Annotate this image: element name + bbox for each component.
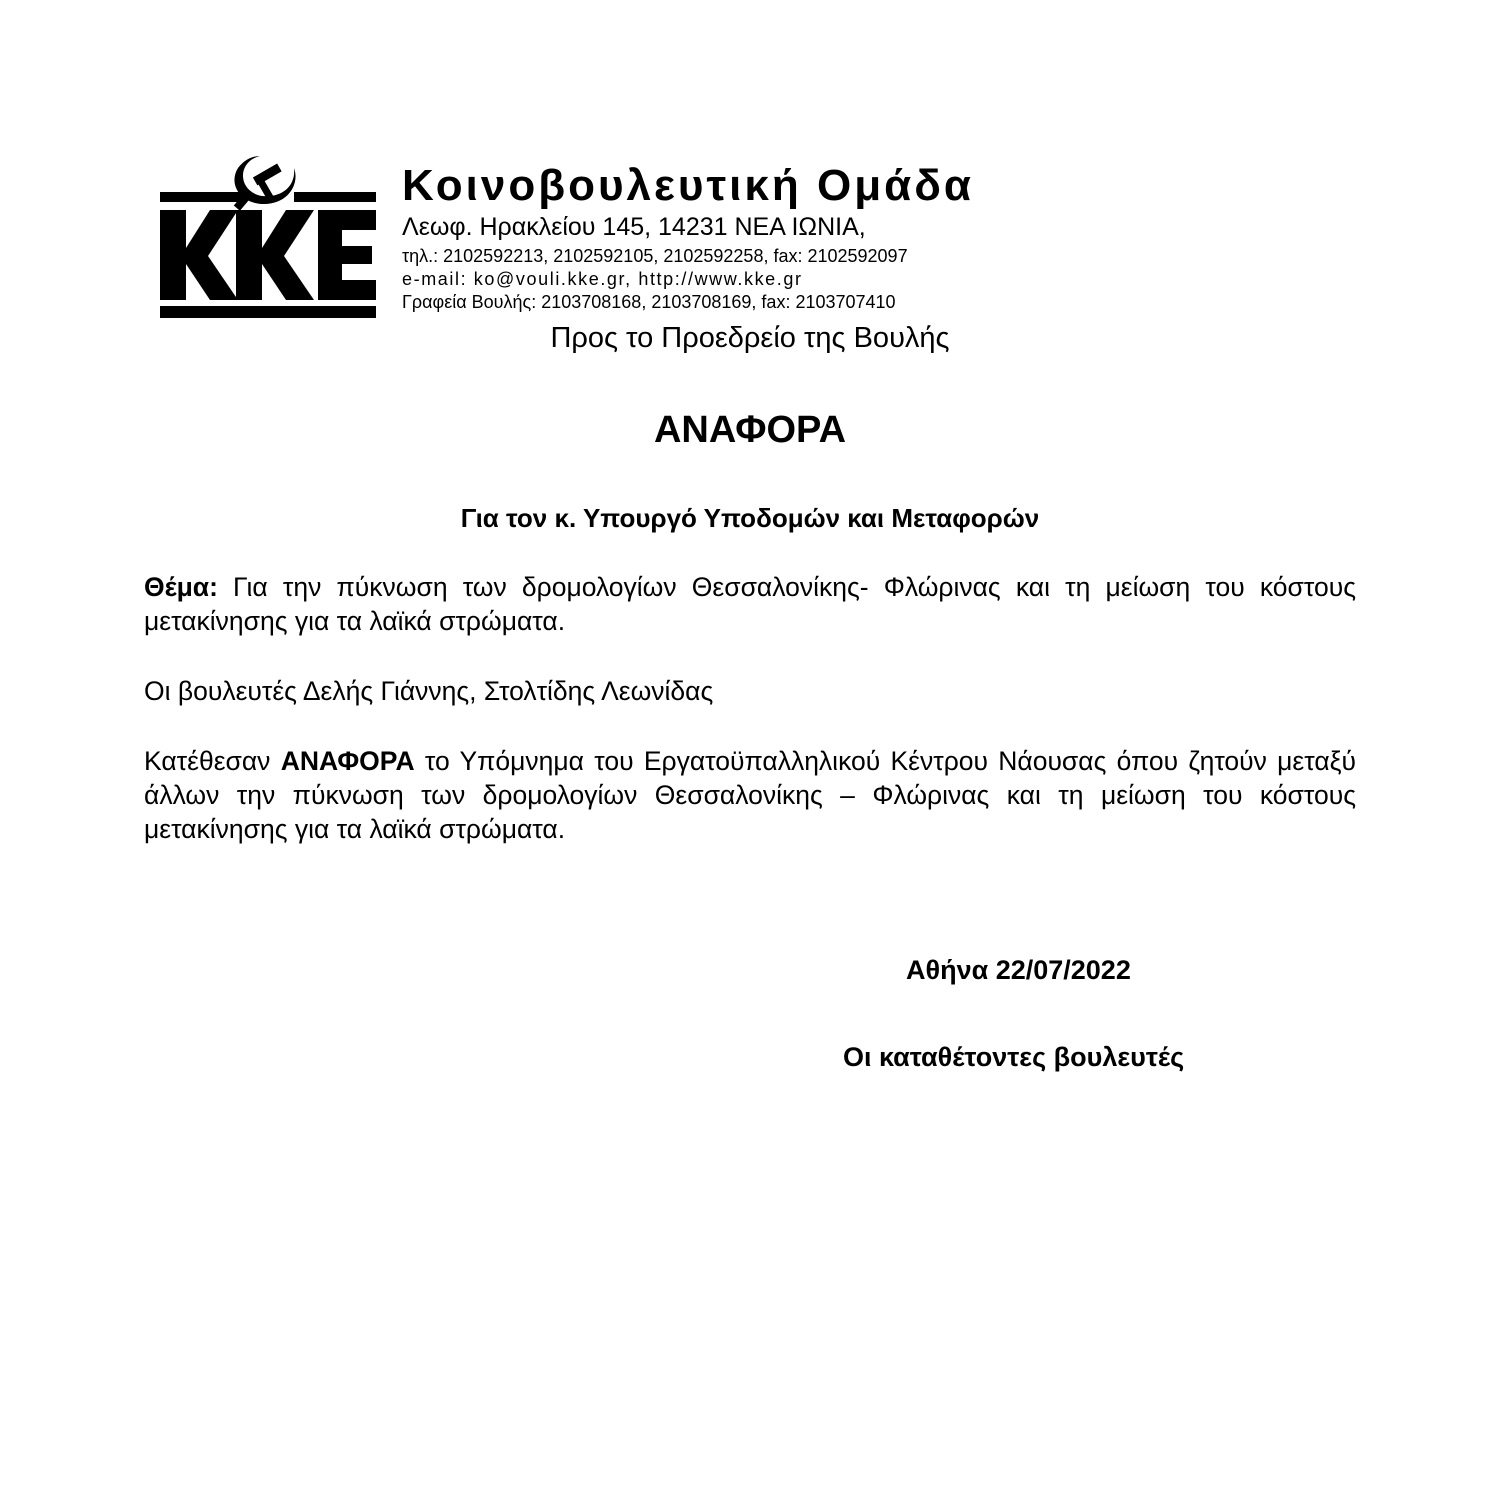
recipient-text: Προς το Προεδρείο της Βουλής — [550, 322, 950, 354]
kke-letters — [160, 210, 376, 300]
document-title: ΑΝΑΦΟΡΑ — [653, 409, 847, 451]
email-web-line: e-mail: ko@vouli.kke.gr, http://www.kke.gr — [402, 269, 803, 289]
body-rest: το Υπόμνημα του Εργατοϋπαλληλικού Κέντρου Νάουσας όπου ζητούν μεταξύ άλλων την πύκνωση των δρομολογίων Θεσσαλονίκης – Φλώρινας και τη μείωση του κόστους μετακίνησης για τα λαϊκά στρώματα. — [144, 746, 1356, 844]
hammer-sickle-icon — [234, 156, 296, 211]
signers-line: Οι καταθέτοντες βουλευτές — [843, 1042, 1185, 1072]
addressee-line: Για τον κ. Υπουργό Υποδομών και Μεταφορών — [460, 503, 1040, 533]
subject-paragraph — [144, 570, 1356, 638]
body-paragraph — [144, 744, 1356, 846]
org-title: Κοινοβουλευτική Ομάδα — [402, 161, 974, 210]
date-line: Αθήνα 22/07/2022 — [906, 955, 1131, 985]
subject-label: Θέμα: — [144, 572, 218, 602]
mps-line: Οι βουλευτές Δελής Γιάννης, Στολτίδης Λεωνίδας — [144, 676, 714, 706]
parliament-offices-line: Γραφεία Βουλής: 2103708168, 2103708169, fax: 2103707410 — [402, 292, 896, 312]
phones-line: τηλ.: 2102592213, 2102592105, 2102592258, fax: 2102592097 — [402, 246, 908, 266]
subject-text: Για την πύκνωση των δρομολογίων Θεσσαλονίκης- Φλώρινας και τη μείωση του κόστους μετακίνησης για τα λαϊκά στρώματα. — [144, 572, 1356, 636]
kke-logo — [158, 148, 376, 320]
body-bold-word: ΑΝΑΦΟΡΑ — [280, 746, 415, 776]
body-prefix: Κατέθεσαν — [144, 746, 281, 776]
address-line: Λεωφ. Ηρακλείου 145, 14231 ΝΕΑ ΙΩΝΙΑ, — [402, 213, 866, 241]
recipient-line — [0, 320, 1500, 356]
